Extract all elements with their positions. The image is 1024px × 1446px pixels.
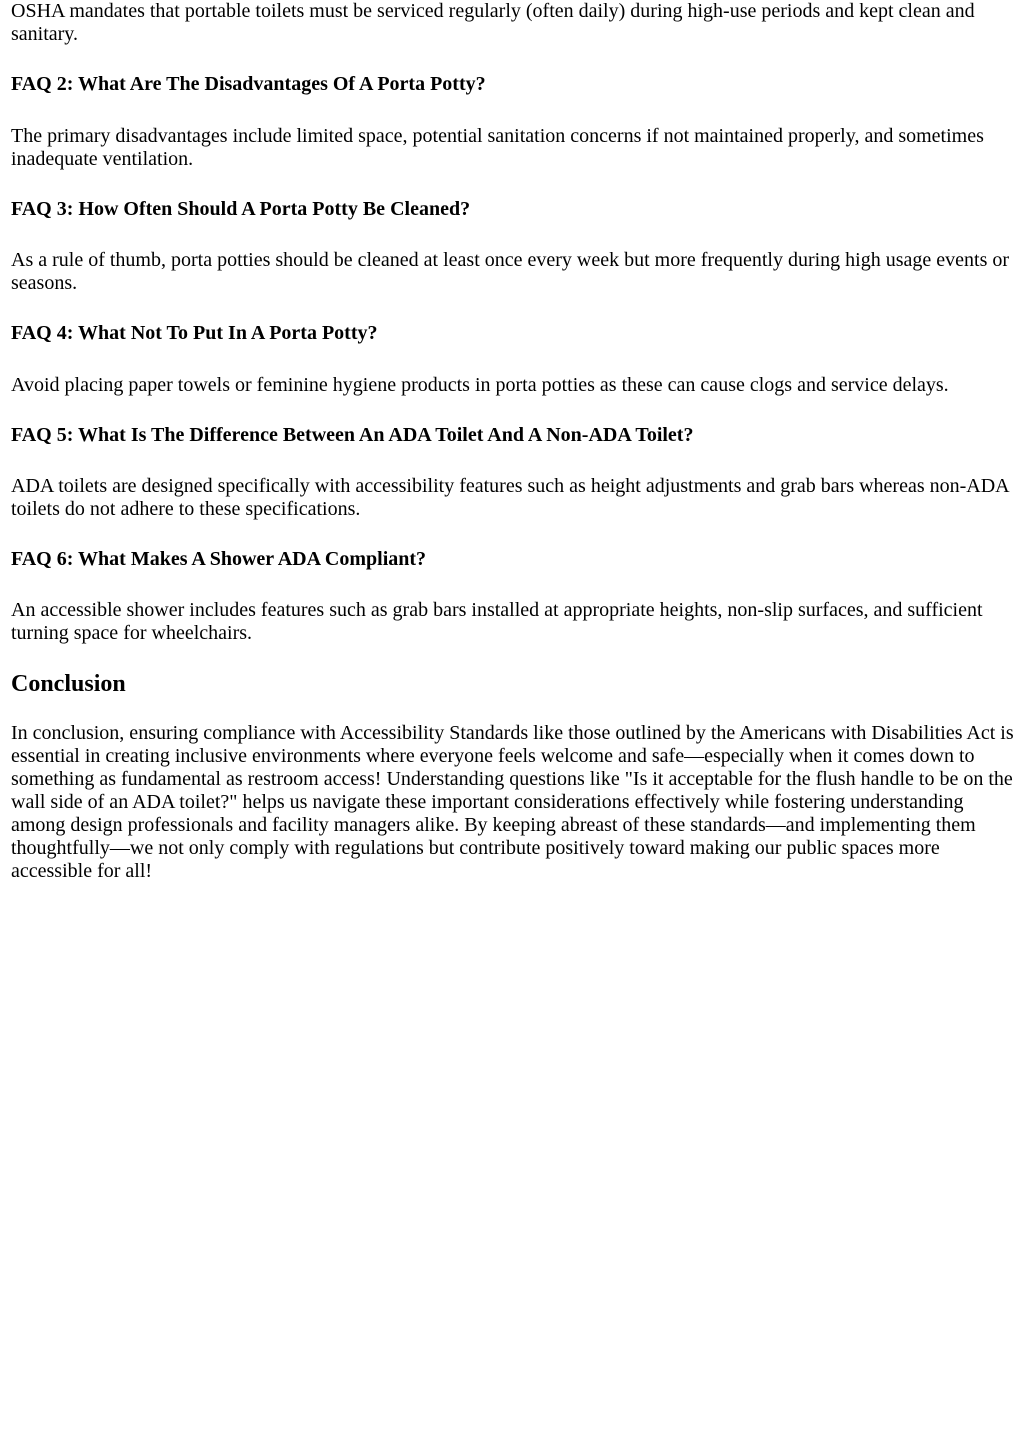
faq-3-question: FAQ 3: How Often Should A Porta Potty Be Cleaned? <box>11 198 471 220</box>
faq-6-answer: An accessible shower includes features such as grab bars installed at appropriate heights, non-slip surfaces, and sufficient turning space for wheelchairs. <box>11 599 983 644</box>
conclusion-paragraph: In conclusion, ensuring compliance with Accessibility Standards like those outlined by the Americans with Disabilities Act is essential in creating inclusive environments where everyone feels welcome and safe—especially when it comes down to something as fundamental as restroom access! Understanding questions like "Is it acceptable for the flush handle to be on the wall side of an ADA toilet?" helps us navigate these important considerations effectively while fostering understanding among design professionals and facility managers alike. By keeping abreast of these standards—and implementing them thoughtfully—we not only comply with regulations but contribute positively toward making our public spaces more accessible for all! <box>11 722 1014 882</box>
conclusion-heading: Conclusion <box>11 671 126 697</box>
intro-paragraph: OSHA mandates that portable toilets must be serviced regularly (often daily) during high-use periods and kept clean and sanitary. <box>11 0 975 45</box>
faq-5-question: FAQ 5: What Is The Difference Between An ADA Toilet And A Non-ADA Toilet? <box>11 424 694 446</box>
faq-4-question: FAQ 4: What Not To Put In A Porta Potty? <box>11 322 378 344</box>
faq-2-answer: The primary disadvantages include limited space, potential sanitation concerns if not maintained properly, and sometimes inadequate ventilation. <box>11 125 984 170</box>
faq-2-question: FAQ 2: What Are The Disadvantages Of A Porta Potty? <box>11 73 486 95</box>
faq-6-question: FAQ 6: What Makes A Shower ADA Compliant? <box>11 548 427 570</box>
faq-3-answer: As a rule of thumb, porta potties should be cleaned at least once every week but more frequently during high usage events or seasons. <box>11 249 1010 294</box>
faq-5-answer: ADA toilets are designed specifically with accessibility features such as height adjustments and grab bars whereas non-ADA toilets do not adhere to these specifications. <box>11 475 1009 520</box>
faq-4-answer: Avoid placing paper towels or feminine hygiene products in porta potties as these can cause clogs and service delays. <box>11 374 949 396</box>
